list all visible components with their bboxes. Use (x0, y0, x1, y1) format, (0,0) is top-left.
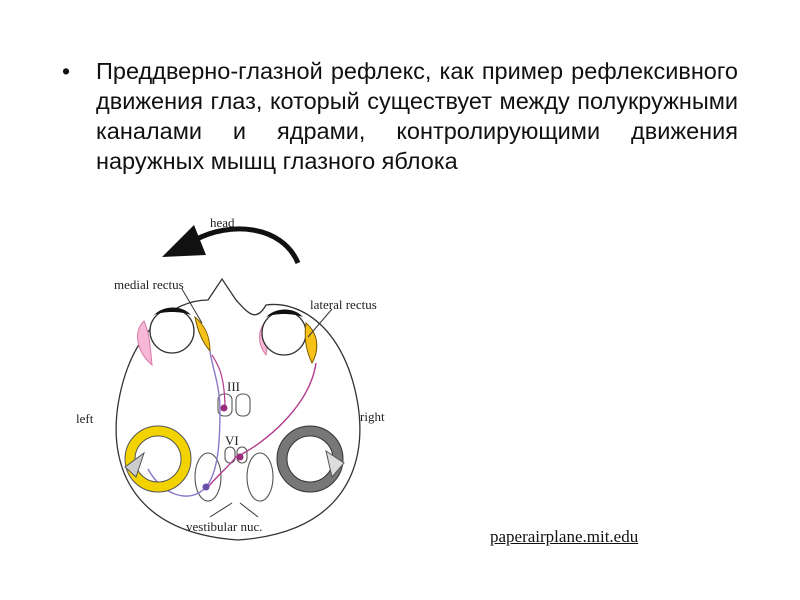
medial-rectus-label: medial rectus (114, 277, 184, 292)
bullet-list (62, 56, 738, 176)
vestibular-nuc-label: vestibular nuc. (186, 519, 263, 534)
neuron-soma (203, 484, 210, 491)
right-label: right (360, 409, 385, 424)
head-rotation-arrow (162, 225, 298, 263)
lateral-rectus-label: lateral rectus (310, 297, 377, 312)
vestibulo-ocular-diagram (70, 205, 410, 555)
head-outline (116, 279, 360, 540)
bullet-dot: • (62, 58, 71, 84)
nucleus-vi-label: VI (225, 433, 239, 448)
neuron-soma (221, 405, 228, 412)
source-link[interactable]: paperairplane.mit.edu (490, 527, 639, 546)
nucleus-iii-label: III (227, 379, 240, 394)
left-label: left (76, 411, 94, 426)
head-label: head (210, 215, 235, 230)
neuron-soma (237, 454, 244, 461)
bullet-text: Преддверно-глазной рефлекс, как пример рефлексивного движения глаз, который существует между полукружными каналами и ядрами, контролирующими движения наружных мышц глазного яблока (96, 58, 738, 174)
bullet-item (62, 56, 738, 176)
